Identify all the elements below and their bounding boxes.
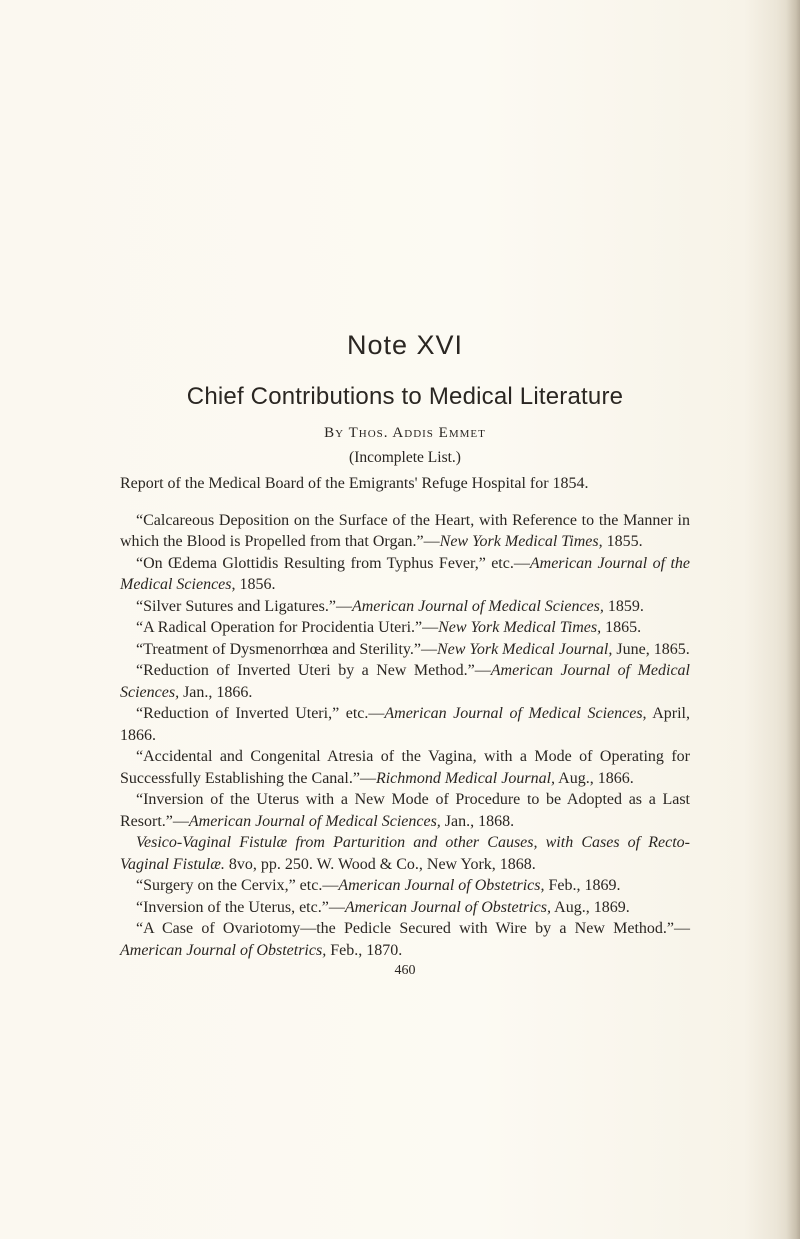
entry-text: “Surgery on the Cervix,” etc.— (136, 877, 339, 894)
entry-date: June, 1865. (612, 640, 690, 658)
page-content (120, 330, 690, 979)
entry-source: Richmond Medical Journal, (375, 769, 556, 787)
entry-date: Jan., 1866. (179, 683, 253, 701)
entry-source: American Journal of Medical Sciences, (188, 812, 441, 830)
bibliography-list (120, 473, 690, 961)
bibliography-entry (120, 617, 690, 639)
entry-text: “Silver Sutures and Ligatures.”— (136, 597, 352, 615)
entry-date: Aug., 1869. (551, 898, 630, 916)
entry-text: “A Radical Operation for Procidentia Uteri.”— (136, 619, 439, 636)
bibliography-entry (120, 639, 690, 661)
bibliography-entry (120, 832, 690, 875)
entry-text: Report of the Medical Board of the Emigrants' Refuge Hospital for 1854. (120, 475, 589, 492)
entry-text: “Inversion of the Uterus with a New Mode of Procedure to be Adopted as a Last Resort.”— (120, 791, 690, 830)
entry-source: American Journal of Medical Sciences, (351, 597, 604, 615)
bibliography-entry (120, 553, 690, 596)
entry-source: American Journal of Obstetrics, (344, 898, 552, 916)
entry-date: 1855. (602, 533, 643, 550)
note-number-heading: Note XVI (346, 330, 464, 360)
entry-date: 1859. (603, 597, 644, 615)
entry-source: New York Medical Times, (439, 533, 603, 550)
entry-date: 1856. (235, 576, 276, 593)
entry-source: New York Medical Times, (438, 619, 602, 636)
entry-date: April, 1866. (120, 705, 690, 744)
entry-text: “Accidental and Congenital Atresia of the Vagina, with a Mode of Operating for Successfully Establishing the Canal.”— (120, 748, 690, 787)
bibliography-entry (120, 789, 690, 832)
author-byline: By Thos. Addis Emmet (324, 425, 486, 441)
entry-date: 8vo, pp. 250. W. Wood & Co., New York, 1868. (224, 855, 536, 873)
bibliography-entry (120, 746, 690, 789)
list-subtitle: (Incomplete List.) (349, 449, 461, 466)
bibliography-entry (120, 660, 690, 703)
entry-text: “Inversion of the Uterus, etc.”— (136, 898, 345, 916)
entry-source: American Journal of Obstetrics, (120, 941, 327, 959)
page-edge-shadow (786, 0, 800, 1239)
entry-text: “Reduction of Inverted Uteri,” etc.— (136, 705, 385, 722)
entry-text: “On Œdema Glottidis Resulting from Typhus Fever,” etc.— (136, 554, 530, 572)
entry-text: “Treatment of Dysmenorrhœa and Sterility.”— (136, 640, 437, 658)
entry-date: Feb., 1869. (544, 877, 621, 894)
bibliography-entry (120, 875, 690, 897)
entry-text: “Calcareous Deposition on the Surface of the Heart, with Reference to the Manner in which the Blood is Propelled from that Organ.”— (120, 511, 690, 550)
entry-source: Vesico-Vaginal Fistulæ from Parturition and other Causes, with Cases of Recto-Vaginal Fistulæ. (120, 834, 690, 873)
entry-date: Jan., 1868. (440, 812, 515, 830)
entry-source: American Journal of Medical Sciences, (120, 662, 691, 701)
bibliography-entry (120, 510, 690, 553)
entry-date: Feb., 1870. (326, 941, 403, 959)
bibliography-entry (120, 918, 690, 961)
entry-text: “Reduction of Inverted Uteri by a New Method.”— (136, 662, 491, 679)
entry-text: “A Case of Ovariotomy—the Pedicle Secured with Wire by a New Method.”— (136, 920, 690, 937)
bibliography-entry (120, 473, 690, 495)
chapter-title: Chief Contributions to Medical Literature (186, 383, 624, 410)
entry-source: American Journal of Medical Sciences, (384, 705, 647, 722)
bibliography-entry (120, 596, 690, 618)
entry-date: Aug., 1866. (555, 769, 634, 787)
entry-source: New York Medical Journal, (436, 640, 613, 658)
bibliography-entry (120, 703, 690, 746)
entry-date: 1865. (601, 619, 642, 636)
page-number: 460 (394, 963, 416, 978)
entry-source: American Journal of Obstetrics, (338, 877, 545, 894)
bibliography-entry (120, 897, 690, 919)
entry-source: American Journal of the Medical Sciences, (120, 554, 691, 593)
